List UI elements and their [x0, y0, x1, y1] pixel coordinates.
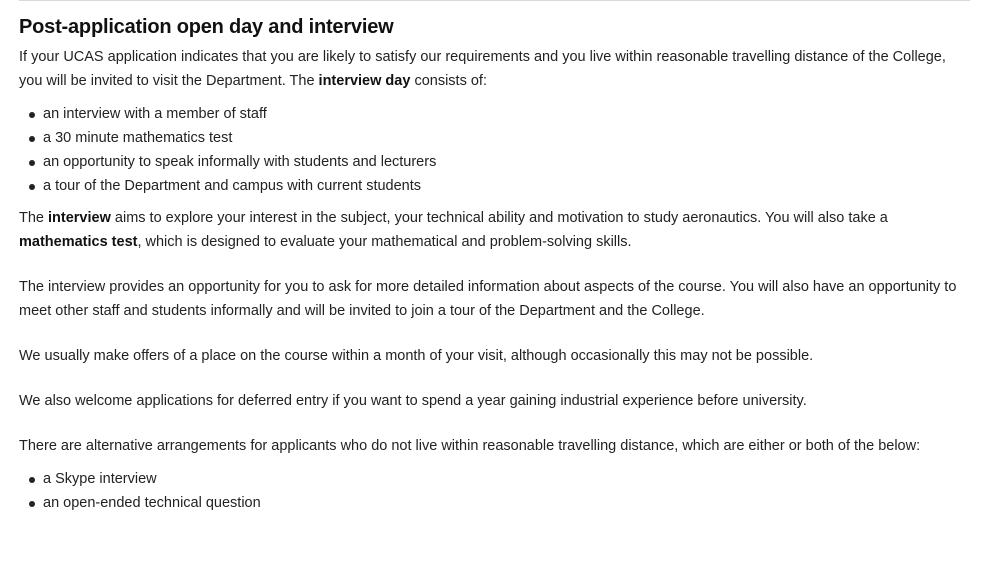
opportunity-paragraph: The interview provides an opportunity for you to ask for more detailed information about aspects of the course. You will also have an opportunity to meet other staff and students informally and will be invited to join a tour of the Department and the College.	[19, 279, 957, 319]
list-item: a Skype interview	[19, 467, 959, 491]
section-heading: Post-application open day and interview	[19, 16, 394, 38]
intro-text-2: consists of:	[410, 73, 487, 89]
intro-text-1: If your UCAS application indicates that you are likely to satisfy our requirements and you live within reasonable travelling distance of the College, you will be invited to visit the Department. The	[19, 49, 946, 89]
interview-text-1: The	[19, 210, 49, 226]
list-item: a 30 minute mathematics test	[19, 126, 959, 150]
list-item: a tour of the Department and campus with current students	[19, 174, 959, 198]
list-item: an open-ended technical question	[19, 491, 959, 515]
interview-bold: interview	[48, 210, 111, 226]
list-item: an interview with a member of staff	[19, 102, 959, 126]
intro-bold-interview-day: interview day	[318, 73, 411, 89]
deferred-entry-paragraph: We also welcome applications for deferred entry if you want to spend a year gaining industrial experience before university.	[19, 393, 807, 409]
interview-text-2: aims to explore your interest in the subject, your technical ability and motivation to study aeronautics. You will also take a	[110, 210, 888, 226]
list-item: an opportunity to speak informally with students and lecturers	[19, 150, 959, 174]
interview-paragraph	[19, 206, 959, 254]
alternative-arrangements-paragraph: There are alternative arrangements for applicants who do not live within reasonable travelling distance, which are either or both of the below:	[19, 438, 921, 454]
interview-day-list	[19, 102, 959, 198]
interview-text-3: , which is designed to evaluate your mathematical and problem-solving skills.	[137, 234, 632, 250]
section-divider	[19, 0, 970, 1]
offers-paragraph: We usually make offers of a place on the course within a month of your visit, although occasionally this may not be possible.	[19, 348, 814, 364]
section-content	[19, 13, 959, 521]
mathematics-test-bold: mathematics test	[19, 234, 138, 250]
intro-paragraph	[19, 45, 959, 93]
alternative-arrangements-list	[19, 467, 959, 515]
